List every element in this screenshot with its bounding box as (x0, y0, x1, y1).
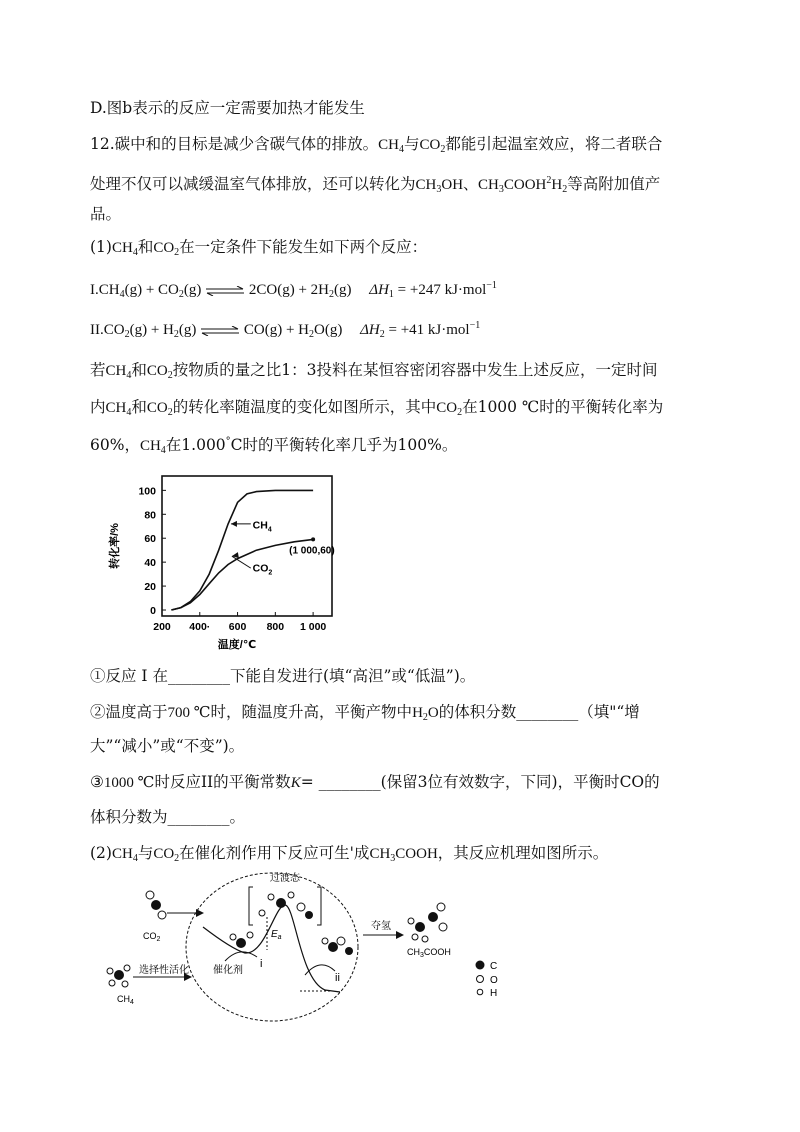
y-axis-label: 转化率/% (109, 523, 121, 569)
ch4-molecule-icon (107, 965, 130, 987)
question-3-line1: ③1000 ℃时反应II的平衡常数K= ________(保留3位有效数字，下同)，平衡时CO的 (90, 773, 660, 791)
reaction-1: $I.CH_4(g) + CO_2(g) 2CO(g) + 2H_2(g) \Delta H_1 = +247$ kJ·mol$^{-1}$ (90, 280, 497, 300)
part-2-intro: $(2)CH_4$与$CO_2$在催化剂作用下反应可生'成$CH_3COOH$，其反应机理如图所示。 (90, 844, 609, 864)
question-12-intro (90, 133, 662, 161)
question-2-line2: 大”“减小”或“不变”)。 (90, 737, 245, 755)
text-segment: 和 (137, 238, 154, 256)
svg-text:C: C (490, 961, 498, 972)
paragraph-line1: 若$CH_4$和$CO_2$按物质的量之比1：3投料在某恒容密闭容器中发生上述反应，一定时间 (90, 361, 658, 381)
co2-label: $CO_2$ (143, 931, 161, 943)
paragraph-line2: 内$CH_4$和$CO_2$的转化率随温度的变化如图所示，其中$CO_2$在1000 ℃时的平衡转化率为 (90, 398, 664, 418)
energy-curve (203, 905, 340, 992)
co2-series-label: $CO_2$ (252, 562, 273, 577)
conversion-chart (100, 468, 350, 658)
state-i-label: i (260, 958, 263, 970)
acetic-acid-label: $CH_3COOH$ (407, 947, 451, 959)
x-tick-label: 800 (266, 621, 285, 633)
formula-ch4: $CH_4$ (378, 137, 404, 155)
formula-co2: $CO_2$ (419, 137, 446, 155)
x-axis-label: 温度/℃ (217, 639, 257, 651)
svg-text:H: H (490, 988, 498, 999)
x-tick-label: 400· (189, 621, 211, 633)
catalyst-label: 催化剂 (213, 965, 243, 976)
intermediate-molecule-icon (305, 937, 353, 975)
text-segment: 处理不仅可以减缓温室气体排放，还可以转化为 (90, 175, 416, 193)
catalyst-surface-icon (225, 932, 257, 961)
y-tick-label: 20 (144, 581, 156, 594)
x-tick-label: 200 (153, 621, 171, 633)
ch4-label: $CH_4$ (117, 994, 134, 1006)
reaction-2: $II.CO_2(g) + H_2(g) CO(g) + H_2O(g) \Delta H_2 = +41$ kJ·mol$^{-1}$ (90, 320, 481, 340)
ch4-series-label: $CH_4$ (252, 519, 272, 534)
text-segment: (1) (90, 238, 112, 256)
part-1-intro (90, 236, 427, 264)
y-tick-label: 0 (150, 605, 156, 618)
question-1: ①反应 I 在________下能自发进行(填“高泹”或“低温”)。 (90, 667, 476, 685)
state-ii-label: ii (335, 972, 340, 984)
atom-legend (476, 961, 499, 1000)
question-12-line3: 品。 (90, 205, 122, 223)
question-3-line2: 体积分数为________。 (90, 808, 246, 826)
co2-molecule-icon (146, 891, 166, 919)
formula-ch4: $CH_4$ (111, 240, 138, 258)
text-segment: 在一定条件下能发生如下两个反应： (179, 238, 428, 256)
y-tick-label: 60 (144, 533, 156, 546)
question-2-line1: ②温度高于700 ℃时，随温度升高，平衡产物中$H_2O$的体积分数________（填"“增 (90, 703, 640, 723)
acetic-acid-molecule-icon (408, 903, 447, 942)
co2-label-pointer (232, 556, 251, 568)
text-segment: 等高附加值产 (567, 175, 661, 193)
endpoint-annotation: (1 000,60) (289, 545, 335, 557)
formula-products: $CH_3OH$、$CH_3COOH^2H_2$ (415, 175, 568, 195)
text-segment: 与 (404, 135, 420, 153)
y-tick-label: 40 (144, 557, 156, 570)
ch4-pointer-arrowhead-icon (231, 521, 237, 527)
transition-state-label: 过渡态 (270, 873, 300, 884)
question-12-line2 (90, 170, 660, 201)
equilibrium-arrow-icon (205, 286, 245, 296)
equilibrium-arrow-icon (200, 326, 240, 336)
activation-energy-label: $E_a$ (271, 929, 282, 941)
hydrogen-abstraction-label: 夺氢 (371, 921, 391, 932)
x-tick-label: 600 (228, 621, 247, 633)
x-tick-label: 1 000 (299, 621, 327, 633)
option-d: D.图b表示的反应一定需要加热才能发生 (90, 99, 365, 117)
text-segment: 12.碳中和的目标是减少含碳气体的排放。 (90, 135, 379, 153)
formula-co2: $CO_2$ (153, 240, 180, 258)
svg-text:O: O (490, 975, 498, 986)
paragraph-line3: 60%，$CH_4$在1.000°C时的平衡转化率几乎为100%。 (90, 436, 458, 456)
y-tick-label: 80 (144, 509, 156, 522)
reaction-mechanism-diagram (95, 865, 515, 1025)
co2-endpoint (311, 537, 315, 541)
y-tick-label: 100 (138, 485, 156, 498)
text-segment: 都能引起温室效应，将二者联合 (445, 135, 663, 153)
activation-label: 选择性活化 (139, 965, 189, 976)
